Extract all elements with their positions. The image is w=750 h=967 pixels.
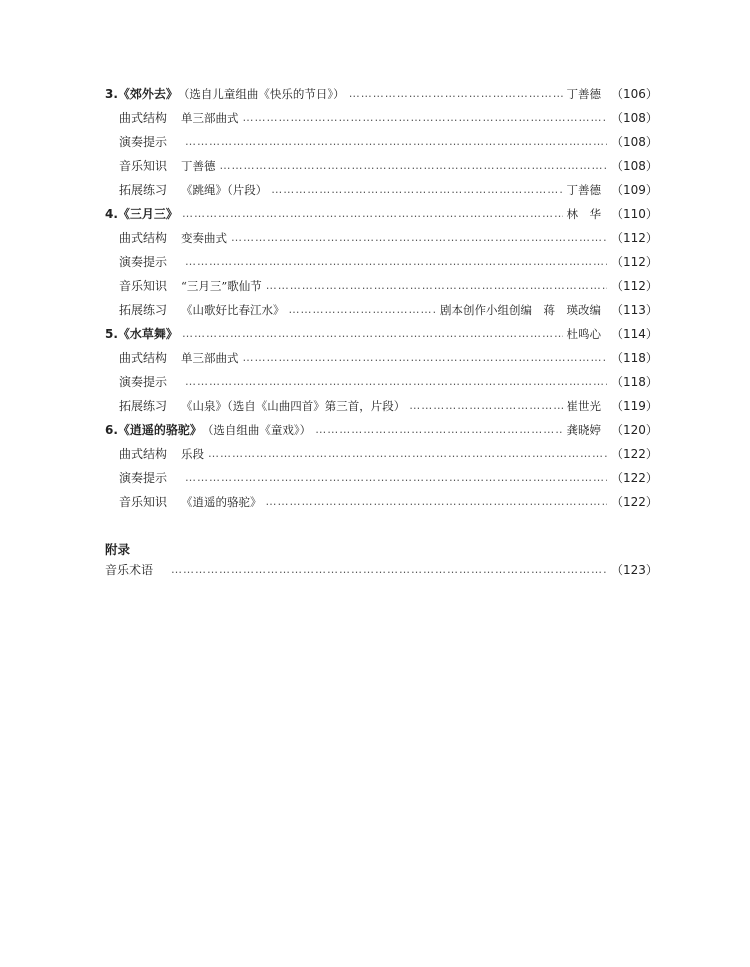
toc-subentry[interactable] xyxy=(105,442,658,466)
page-number: （110） xyxy=(611,207,658,221)
entry-title xyxy=(105,202,178,226)
page-number: （123） xyxy=(611,563,658,577)
page-number: （113） xyxy=(611,303,658,317)
leader-dots xyxy=(271,178,562,202)
subentry-label: 拓展练习 xyxy=(119,303,168,317)
leader-dots xyxy=(315,418,562,442)
subentry-title: 单三部曲式 xyxy=(181,111,239,125)
leader-dots xyxy=(409,394,562,418)
entry-author: 龚晓婷 xyxy=(566,423,601,437)
toc-entry[interactable] xyxy=(105,418,658,442)
subentry-title: 变奏曲式 xyxy=(181,231,228,245)
entry-author: 林 华 xyxy=(566,207,601,221)
leader-dots xyxy=(185,250,607,274)
page-number: （112） xyxy=(611,231,658,245)
entry-lead: 《三月三》 xyxy=(117,207,178,221)
toc-subentry[interactable] xyxy=(105,226,658,250)
subentry-label: 演奏提示 xyxy=(119,471,168,485)
page-number: （122） xyxy=(611,471,658,485)
toc-subentry[interactable] xyxy=(105,298,658,322)
toc-subentry[interactable] xyxy=(105,466,658,490)
subentry-title: 单三部曲式 xyxy=(181,351,239,365)
subentry-label: 音乐知识 xyxy=(119,495,168,509)
leader-dots xyxy=(208,442,607,466)
toc-subentry[interactable] xyxy=(105,154,658,178)
toc-subentry[interactable] xyxy=(105,178,658,202)
toc-subentry[interactable] xyxy=(105,274,658,298)
entry-number: 3. xyxy=(105,87,118,101)
toc-subentry[interactable] xyxy=(105,130,658,154)
page-number: （114） xyxy=(611,327,658,341)
entry-author: 丁善德 xyxy=(566,87,601,101)
subentry-author: 崔世光 xyxy=(566,399,601,413)
toc-subentry[interactable] xyxy=(105,394,658,418)
appendix-label: 音乐术语 xyxy=(105,563,154,577)
subentry-label: 演奏提示 xyxy=(119,375,168,389)
leader-dots xyxy=(185,370,607,394)
entry-lead: 《水草舞》 xyxy=(117,327,178,341)
entry-number: 5. xyxy=(105,327,118,341)
subentry-label: 曲式结构 xyxy=(119,447,168,461)
toc-subentry[interactable] xyxy=(105,250,658,274)
entry-title xyxy=(105,418,202,442)
appendix-list xyxy=(105,558,658,582)
page-number: （120） xyxy=(611,423,658,437)
leader-dots xyxy=(182,322,563,346)
entry-subtitle: （选自组曲《童戏》） xyxy=(201,423,312,437)
entry-lead: 《郊外去》 xyxy=(117,87,178,101)
toc-entry[interactable] xyxy=(105,82,658,106)
leader-dots xyxy=(266,490,607,514)
toc-subentry[interactable] xyxy=(105,346,658,370)
toc-subentry[interactable] xyxy=(105,106,658,130)
entry-title xyxy=(105,322,178,346)
subentry-title: 丁善德 xyxy=(181,159,216,173)
leader-dots xyxy=(243,346,607,370)
leader-dots xyxy=(171,558,607,582)
page-number: （112） xyxy=(611,255,658,269)
page-number: （108） xyxy=(611,135,658,149)
leader-dots xyxy=(185,130,607,154)
page-number: （108） xyxy=(611,159,658,173)
toc-entry[interactable] xyxy=(105,202,658,226)
subentry-title: 《跳绳》（片段） xyxy=(181,183,268,197)
subentry-title: 乐段 xyxy=(181,447,205,461)
appendix-heading: 附录 xyxy=(105,542,131,557)
toc-subentry[interactable] xyxy=(105,370,658,394)
subentry-title: “三月三”歌仙节 xyxy=(181,279,262,293)
leader-dots xyxy=(243,106,607,130)
entry-lead: 《逍遥的骆驼》 xyxy=(117,423,202,437)
leader-dots xyxy=(185,466,607,490)
toc-entry[interactable] xyxy=(105,322,658,346)
subentry-title: 《逍遥的骆驼》 xyxy=(181,495,262,509)
page-number: （108） xyxy=(611,111,658,125)
entry-number: 4. xyxy=(105,207,118,221)
leader-dots xyxy=(220,154,607,178)
page-number: （122） xyxy=(611,447,658,461)
subentry-label: 演奏提示 xyxy=(119,135,168,149)
subentry-label: 拓展练习 xyxy=(119,183,168,197)
subentry-label: 音乐知识 xyxy=(119,159,168,173)
entry-number: 6. xyxy=(105,423,118,437)
subentry-label: 曲式结构 xyxy=(119,351,168,365)
subentry-label: 演奏提示 xyxy=(119,255,168,269)
subentry-label: 音乐知识 xyxy=(119,279,168,293)
page-number: （112） xyxy=(611,279,658,293)
page-number: （118） xyxy=(611,351,658,365)
entry-title xyxy=(105,82,178,106)
page-number: （122） xyxy=(611,495,658,509)
subentry-author: 丁善德 xyxy=(566,183,601,197)
subentry-label: 拓展练习 xyxy=(119,399,168,413)
subentry-title: 《山泉》（选自《山曲四首》第三首，片段） xyxy=(181,399,406,413)
leader-dots xyxy=(349,82,563,106)
subentry-label: 曲式结构 xyxy=(119,231,168,245)
page-number: （106） xyxy=(611,87,658,101)
page-number: （109） xyxy=(611,183,658,197)
leader-dots xyxy=(266,274,607,298)
subentry-author: 剧本创作小组创编 蒋 瑛改编 xyxy=(440,303,601,317)
table-of-contents xyxy=(105,82,658,514)
leader-dots xyxy=(289,298,436,322)
page-number: （118） xyxy=(611,375,658,389)
page-number: （119） xyxy=(611,399,658,413)
subentry-title: 《山歌好比春江水》 xyxy=(181,303,285,317)
subentry-label: 曲式结构 xyxy=(119,111,168,125)
entry-subtitle: （选自儿童组曲《快乐的节日》） xyxy=(177,87,345,101)
toc-subentry[interactable] xyxy=(105,490,658,514)
entry-author: 杜鸣心 xyxy=(566,327,601,341)
leader-dots xyxy=(231,226,607,250)
appendix-entry[interactable] xyxy=(105,558,658,582)
leader-dots xyxy=(182,202,563,226)
